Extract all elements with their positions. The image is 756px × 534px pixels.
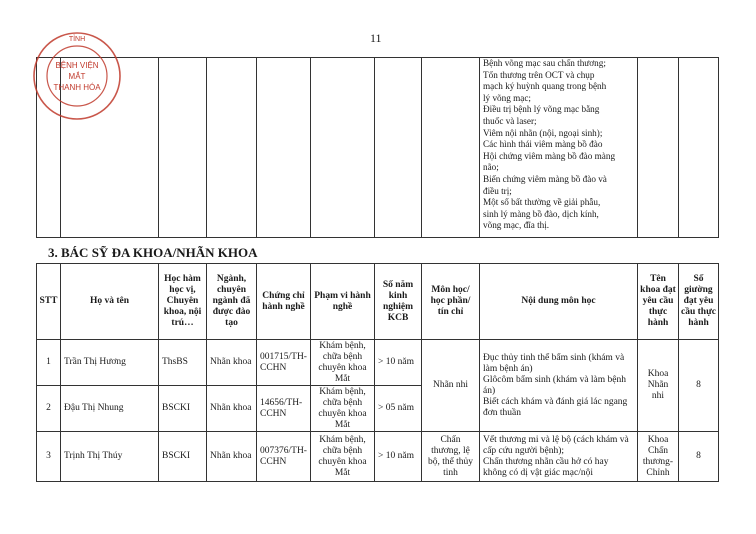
cell-empty	[679, 58, 719, 238]
cell-empty	[159, 58, 207, 238]
content-line: Biến chứng viêm màng bồ đào và	[483, 173, 607, 184]
cell-degree: BSCKI	[159, 432, 207, 482]
cell-subject: Nhãn nhi	[422, 340, 480, 432]
table-row	[37, 432, 719, 482]
cell-degree: BSCKI	[159, 386, 207, 432]
section-title: 3. BÁC SỸ ĐA KHOA/NHÃN KHOA	[48, 245, 258, 260]
cell-empty	[207, 58, 257, 238]
header-beds: Số giường đạt yêu cầu thực hành	[679, 264, 719, 340]
content-line: Chấn thương nhãn cầu hở có hay không có dị vật giác mạc/nội	[483, 456, 609, 478]
cell-name: Trần Thị Hương	[61, 340, 159, 386]
cell-beds: 8	[679, 340, 719, 432]
content-line: não;	[483, 162, 499, 173]
content-line: võng mạc, đĩa thị.	[483, 220, 550, 231]
continued-table	[36, 57, 719, 238]
cell-scope: Khám bệnh, chữa bệnh chuyên khoa Mắt	[311, 386, 375, 432]
cell-dept: Khoa Chấn thương-Chỉnh	[638, 432, 679, 482]
cell-beds: 8	[679, 432, 719, 482]
header-scope: Phạm vi hành nghề	[311, 264, 375, 340]
cell-empty	[422, 58, 480, 238]
cell-stt: 3	[37, 432, 61, 482]
content-line: sinh lý màng bồ đào, dịch kính,	[483, 208, 599, 219]
header-stt: STT	[37, 264, 61, 340]
cell-empty	[375, 58, 422, 238]
seal-line1: BỆNH VIỆN	[55, 61, 99, 70]
content-line: mạch ký huỳnh quang trong bệnh	[483, 81, 607, 92]
cell-scope: Khám bệnh, chữa bệnh chuyên khoa Mắt	[311, 432, 375, 482]
cell-years: > 10 năm	[375, 432, 422, 482]
content-line: Glôcôm bẩm sinh (khám và làm bệnh án)	[483, 374, 626, 396]
seal-line3: THANH HÓA	[53, 83, 101, 92]
content-line: Viêm nội nhãn (nội, ngoại sinh);	[483, 127, 603, 138]
cell-field: Nhãn khoa	[207, 340, 257, 386]
cell-field: Nhãn khoa	[207, 432, 257, 482]
header-name: Họ và tên	[61, 264, 159, 340]
cell-content	[480, 432, 638, 482]
cell-years: > 05 năm	[375, 386, 422, 432]
seal-line2: MẮT	[68, 72, 86, 81]
content-line: Một số bất thường về giải phẫu,	[483, 197, 601, 208]
content-line: Đục thủy tinh thể bẩm sinh (khám và làm bệnh án)	[483, 352, 625, 374]
cell-years: > 10 năm	[375, 340, 422, 386]
cell-license: 14656/TH-CCHN	[257, 386, 311, 432]
table-row	[37, 340, 719, 386]
continued-content-cell	[480, 58, 638, 238]
header-subject: Môn học/ học phần/ tín chỉ	[422, 264, 480, 340]
header-content: Nội dung môn học	[480, 264, 638, 340]
cell-subject: Chấn thương, lệ bộ, thể thủy tinh	[422, 432, 480, 482]
cell-empty	[311, 58, 375, 238]
content-line: thuốc và laser;	[483, 115, 537, 126]
cell-field: Nhãn khoa	[207, 386, 257, 432]
cell-empty	[257, 58, 311, 238]
cell-stt: 2	[37, 386, 61, 432]
seal-ring-text: TỈNH	[68, 36, 86, 43]
hospital-seal-icon	[31, 30, 123, 122]
cell-scope: Khám bệnh, chữa bệnh chuyên khoa Mắt	[311, 340, 375, 386]
header-degree: Học hàm học vị, Chuyên khoa, nội trú…	[159, 264, 207, 340]
cell-name: Đậu Thị Nhung	[61, 386, 159, 432]
cell-content	[480, 340, 638, 432]
cell-stt: 1	[37, 340, 61, 386]
header-row	[37, 264, 719, 340]
cell-degree: ThsBS	[159, 340, 207, 386]
content-line: Các hình thái viêm màng bồ đào	[483, 139, 603, 150]
cell-empty	[638, 58, 679, 238]
content-line: Tổn thương trên OCT và chụp	[483, 69, 595, 80]
content-line: Bệnh võng mạc sau chấn thương;	[483, 58, 606, 68]
header-years: Số năm kinh nghiệm KCB	[375, 264, 422, 340]
content-line: Điều trị bệnh lý võng mạc bằng	[483, 104, 600, 115]
header-field: Ngành, chuyên ngành đã được đào tạo	[207, 264, 257, 340]
content-line: Biết cách khám và đánh giá lác ngang đơn thuần	[483, 396, 628, 418]
page-number: 11	[370, 31, 382, 45]
content-line: lý võng mạc;	[483, 92, 531, 103]
content-line: Vết thương mi và lệ bộ (cách khám và cấp cứu người bệnh);	[483, 434, 629, 456]
cell-dept: Khoa Nhãn nhi	[638, 340, 679, 432]
cell-license: 001715/TH-CCHN	[257, 340, 311, 386]
cell-license: 007376/TH-CCHN	[257, 432, 311, 482]
header-dept: Tên khoa đạt yêu cầu thực hành	[638, 264, 679, 340]
cell-name: Trịnh Thị Thúy	[61, 432, 159, 482]
content-line: điều trị;	[483, 185, 512, 196]
content-line: Hội chứng viêm màng bồ đào màng	[483, 150, 616, 161]
header-license: Chứng chỉ hành nghề	[257, 264, 311, 340]
staff-table	[36, 263, 719, 482]
